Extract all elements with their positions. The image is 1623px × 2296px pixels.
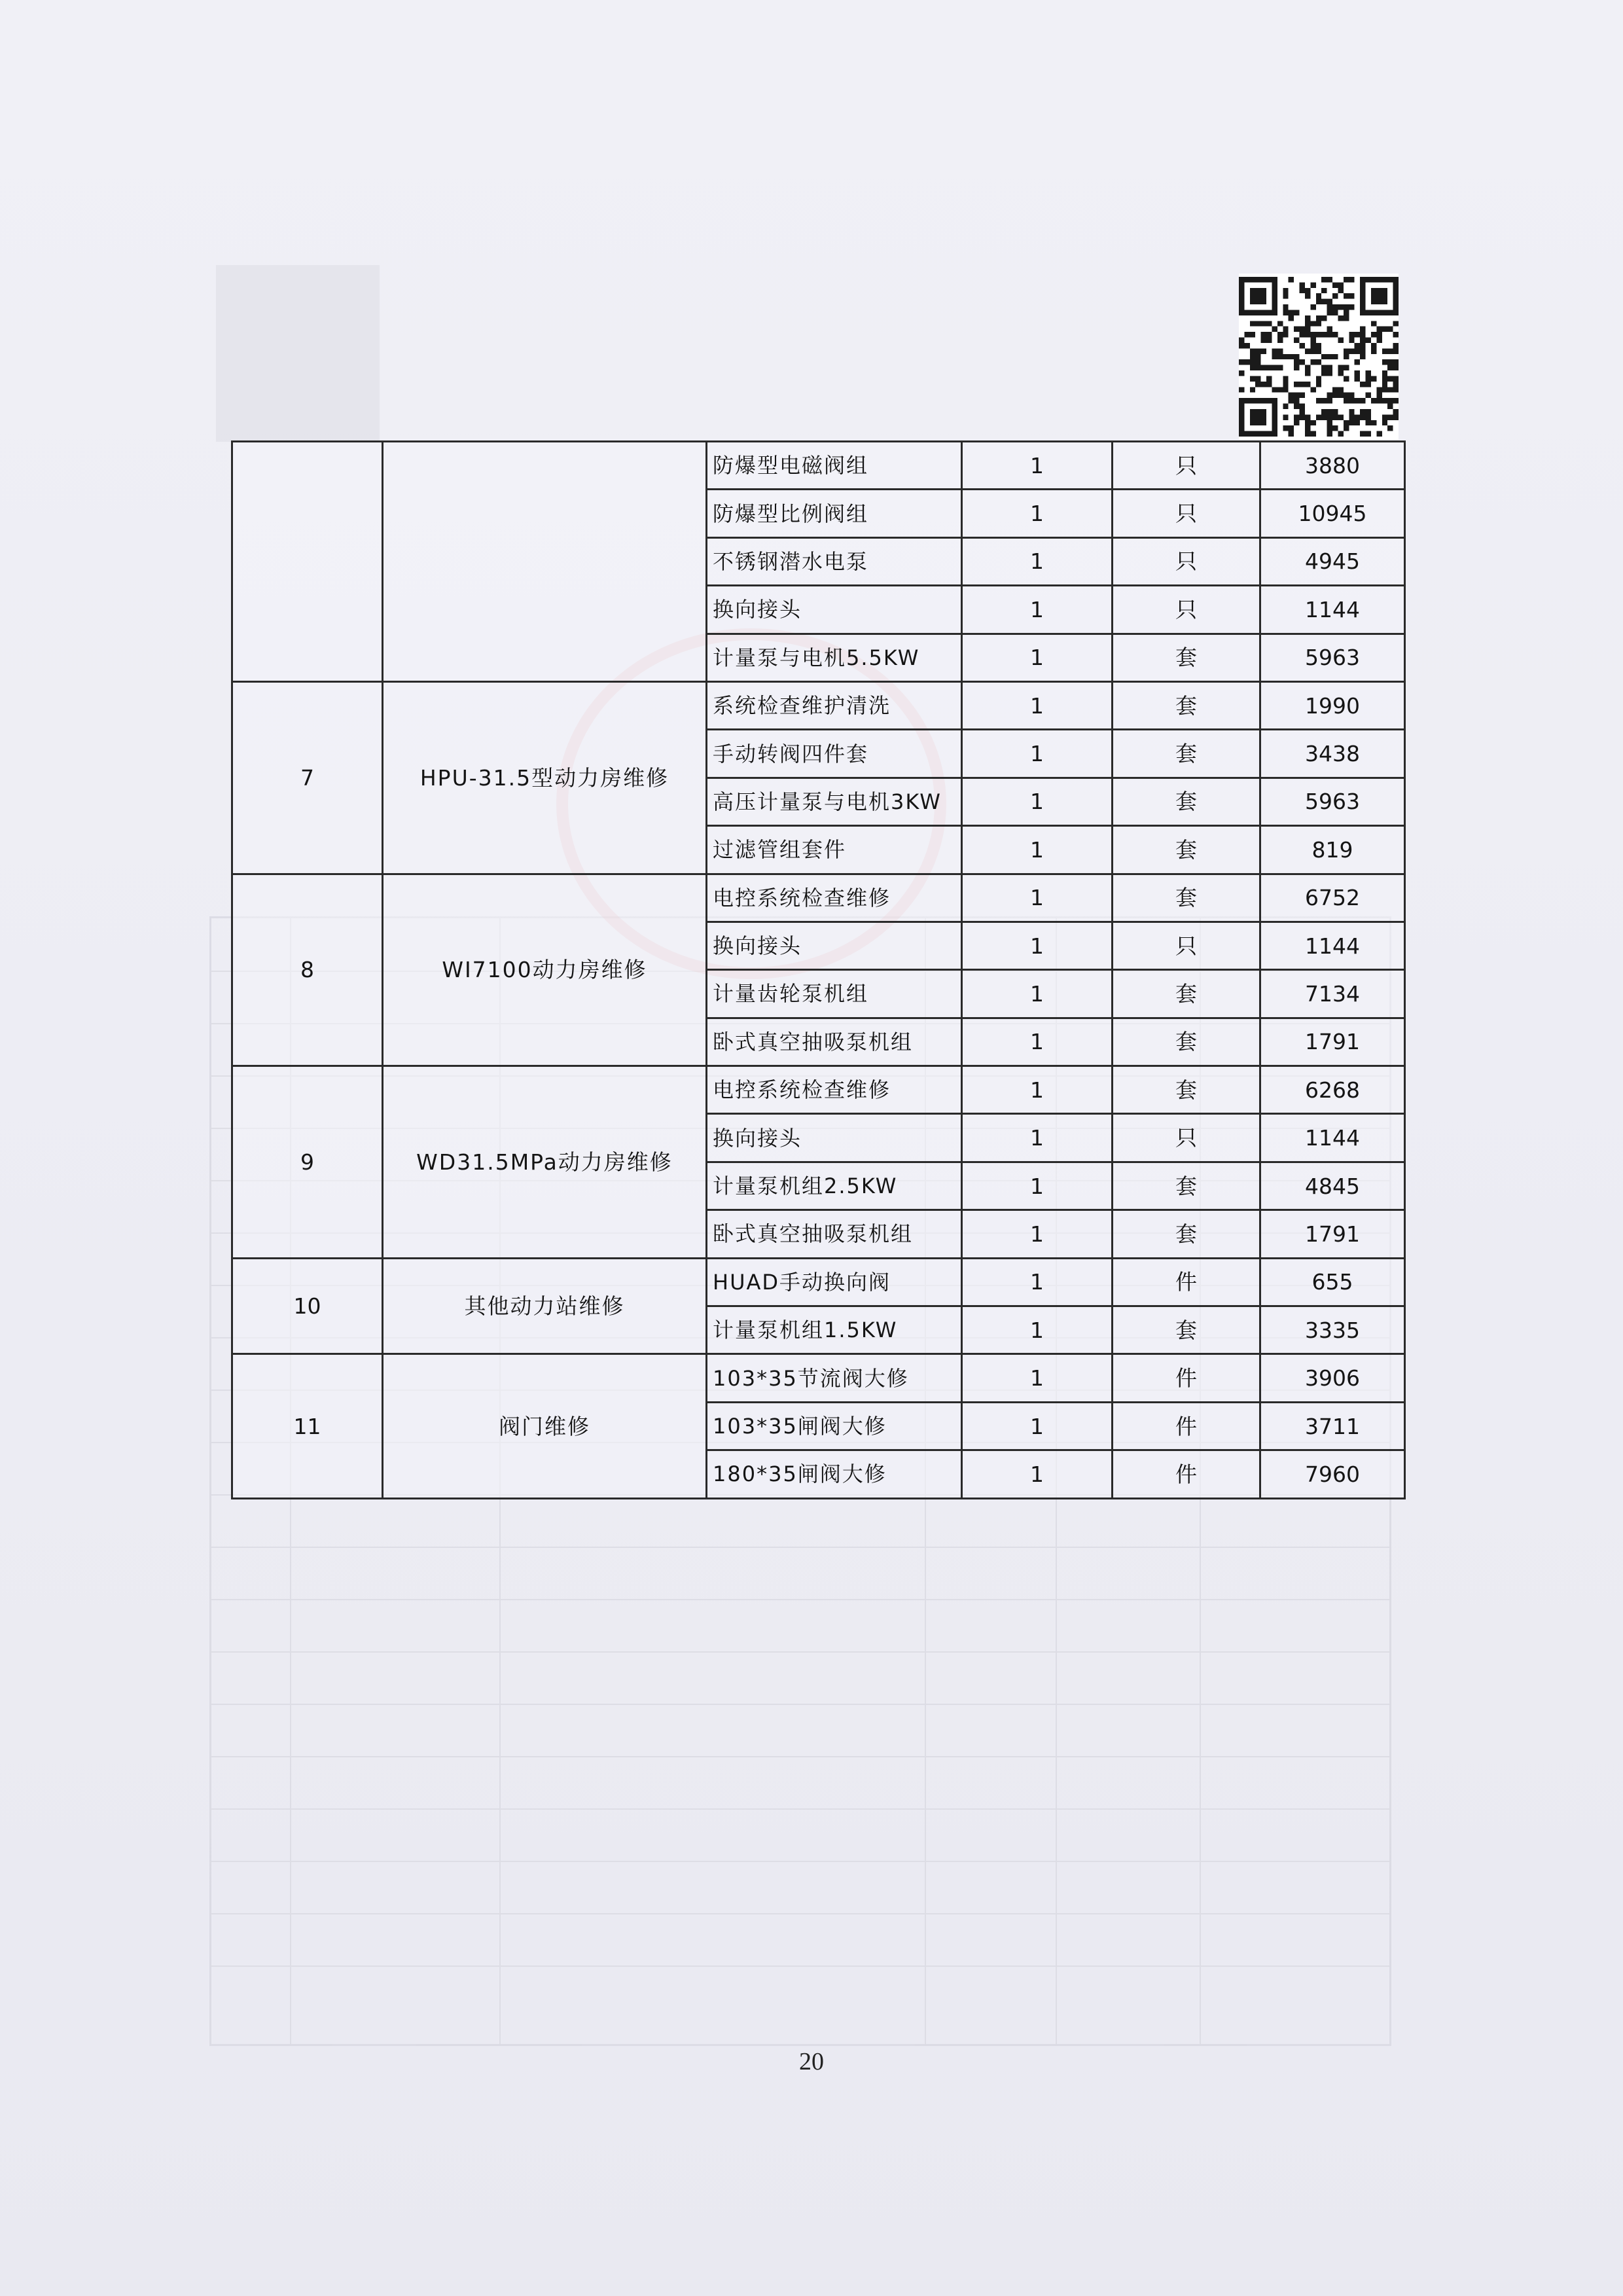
item-name-cell: 不锈钢潜水电泵 — [707, 537, 962, 585]
project-name-cell: 阀门维修 — [383, 1354, 707, 1498]
price-cell: 7134 — [1260, 970, 1405, 1018]
qr-code-icon — [1239, 274, 1399, 440]
quantity-cell: 1 — [962, 1210, 1113, 1258]
unit-cell: 套 — [1113, 778, 1260, 825]
item-name-cell: 180*35闸阀大修 — [707, 1450, 962, 1498]
price-cell: 819 — [1260, 826, 1405, 874]
unit-cell: 套 — [1113, 681, 1260, 729]
item-name-cell: 计量泵机组1.5KW — [707, 1306, 962, 1354]
unit-cell: 套 — [1113, 1066, 1260, 1114]
price-cell: 4845 — [1260, 1162, 1405, 1210]
unit-cell: 只 — [1113, 442, 1260, 490]
unit-cell: 套 — [1113, 826, 1260, 874]
price-cell: 3906 — [1260, 1354, 1405, 1402]
price-cell: 1144 — [1260, 586, 1405, 634]
project-name-cell — [383, 442, 707, 682]
unit-cell: 套 — [1113, 1306, 1260, 1354]
quantity-cell: 1 — [962, 537, 1113, 585]
row-number-cell: 7 — [232, 681, 383, 874]
row-number-cell — [232, 442, 383, 682]
project-name-cell: HPU-31.5型动力房维修 — [383, 681, 707, 874]
quantity-cell: 1 — [962, 922, 1113, 969]
item-name-cell: HUAD手动换向阀 — [707, 1258, 962, 1306]
table-row — [232, 681, 1405, 729]
table-row — [232, 1066, 1405, 1114]
quantity-cell: 1 — [962, 1066, 1113, 1114]
item-name-cell: 防爆型比例阀组 — [707, 490, 962, 537]
price-cell: 3711 — [1260, 1402, 1405, 1450]
scan-smudge — [216, 265, 380, 442]
unit-cell: 件 — [1113, 1402, 1260, 1450]
item-name-cell: 换向接头 — [707, 922, 962, 969]
item-name-cell: 手动转阀四件套 — [707, 730, 962, 778]
quantity-cell: 1 — [962, 442, 1113, 490]
item-name-cell: 103*35闸阀大修 — [707, 1402, 962, 1450]
item-name-cell: 103*35节流阀大修 — [707, 1354, 962, 1402]
unit-cell: 套 — [1113, 1210, 1260, 1258]
quantity-cell: 1 — [962, 1354, 1113, 1402]
project-name-cell: WD31.5MPa动力房维修 — [383, 1066, 707, 1259]
item-name-cell: 卧式真空抽吸泵机组 — [707, 1210, 962, 1258]
item-name-cell: 计量泵机组2.5KW — [707, 1162, 962, 1210]
price-cell: 1144 — [1260, 922, 1405, 969]
unit-cell: 套 — [1113, 1018, 1260, 1066]
item-name-cell: 过滤管组套件 — [707, 826, 962, 874]
price-cell: 5963 — [1260, 778, 1405, 825]
quantity-cell: 1 — [962, 826, 1113, 874]
table-row — [232, 442, 1405, 490]
project-name-cell: 其他动力站维修 — [383, 1258, 707, 1354]
table-row — [232, 1258, 1405, 1306]
quantity-cell: 1 — [962, 490, 1113, 537]
price-cell: 5963 — [1260, 634, 1405, 681]
project-name-cell: WI7100动力房维修 — [383, 874, 707, 1066]
price-cell: 7960 — [1260, 1450, 1405, 1498]
unit-cell: 件 — [1113, 1354, 1260, 1402]
price-cell: 4945 — [1260, 537, 1405, 585]
unit-cell: 只 — [1113, 490, 1260, 537]
row-number-cell: 8 — [232, 874, 383, 1066]
unit-cell: 套 — [1113, 1162, 1260, 1210]
quantity-cell: 1 — [962, 730, 1113, 778]
quantity-cell: 1 — [962, 681, 1113, 729]
unit-cell: 只 — [1113, 537, 1260, 585]
quantity-cell: 1 — [962, 586, 1113, 634]
unit-cell: 只 — [1113, 586, 1260, 634]
quantity-cell: 1 — [962, 874, 1113, 922]
unit-cell: 套 — [1113, 970, 1260, 1018]
item-name-cell: 换向接头 — [707, 1114, 962, 1162]
item-name-cell: 防爆型电磁阀组 — [707, 442, 962, 490]
unit-cell: 套 — [1113, 634, 1260, 681]
row-number-cell: 10 — [232, 1258, 383, 1354]
unit-cell: 件 — [1113, 1450, 1260, 1498]
item-name-cell: 计量齿轮泵机组 — [707, 970, 962, 1018]
price-cell: 1791 — [1260, 1018, 1405, 1066]
quantity-cell: 1 — [962, 1258, 1113, 1306]
unit-cell: 只 — [1113, 1114, 1260, 1162]
table-row — [232, 1354, 1405, 1402]
row-number-cell: 9 — [232, 1066, 383, 1259]
item-name-cell: 电控系统检查维修 — [707, 1066, 962, 1114]
quantity-cell: 1 — [962, 1114, 1113, 1162]
price-cell: 655 — [1260, 1258, 1405, 1306]
quantity-cell: 1 — [962, 1306, 1113, 1354]
price-cell: 1791 — [1260, 1210, 1405, 1258]
table-row — [232, 874, 1405, 922]
item-name-cell: 卧式真空抽吸泵机组 — [707, 1018, 962, 1066]
item-name-cell: 换向接头 — [707, 586, 962, 634]
quantity-cell: 1 — [962, 1450, 1113, 1498]
price-cell: 3335 — [1260, 1306, 1405, 1354]
price-cell: 6752 — [1260, 874, 1405, 922]
price-cell: 6268 — [1260, 1066, 1405, 1114]
unit-cell: 套 — [1113, 730, 1260, 778]
item-name-cell: 高压计量泵与电机3KW — [707, 778, 962, 825]
quantity-cell: 1 — [962, 1162, 1113, 1210]
page-number: 20 — [799, 2048, 824, 2075]
unit-cell: 只 — [1113, 922, 1260, 969]
item-name-cell: 电控系统检查维修 — [707, 874, 962, 922]
row-number-cell: 11 — [232, 1354, 383, 1498]
unit-cell: 套 — [1113, 874, 1260, 922]
price-cell: 10945 — [1260, 490, 1405, 537]
item-name-cell: 系统检查维护清洗 — [707, 681, 962, 729]
quantity-cell: 1 — [962, 1402, 1113, 1450]
repair-cost-table — [231, 440, 1406, 1499]
quantity-cell: 1 — [962, 634, 1113, 681]
price-cell: 3438 — [1260, 730, 1405, 778]
quantity-cell: 1 — [962, 970, 1113, 1018]
price-cell: 1990 — [1260, 681, 1405, 729]
price-cell: 3880 — [1260, 442, 1405, 490]
quantity-cell: 1 — [962, 1018, 1113, 1066]
quantity-cell: 1 — [962, 778, 1113, 825]
item-name-cell: 计量泵与电机5.5KW — [707, 634, 962, 681]
unit-cell: 件 — [1113, 1258, 1260, 1306]
price-cell: 1144 — [1260, 1114, 1405, 1162]
